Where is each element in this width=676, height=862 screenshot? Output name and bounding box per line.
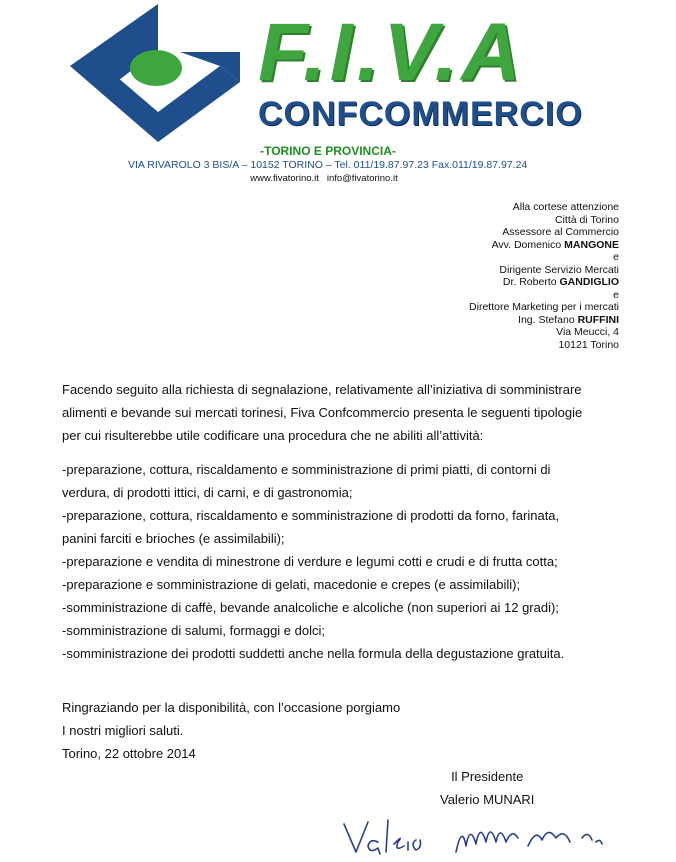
list-item: -preparazione, cottura, riscaldamento e somministrazione di prodotti da forno, farinata, [62,508,560,523]
list-item: -somministrazione dei prodotti suddetti anche nella formula della degustazione gratuita. [62,646,565,661]
letter-body [62,378,622,665]
addressee-line: Città di Torino [554,213,619,226]
list-item: -somministrazione di salumi, formaggi e dolci; [62,623,325,638]
addressee-line: Direttore Marketing per i mercati [469,301,619,313]
list-item: panini farciti e brioches (e assimilabili); [62,531,285,546]
body-line: alimenti e bevande sui mercati torinesi, Fiva Confcommercio presenta le seguenti tipologie [62,405,583,420]
closing-line: Ringraziando per la disponibilità, con l’occasione porgiamo [62,700,401,715]
contact-line [0,173,662,184]
list-item: -preparazione e vendita di minestrone di verdure e legumi cotti e crudi e di frutta cotta; [62,554,558,569]
logo-title: F.I.V.A [258,7,525,98]
letter-date: Torino, 22 ottobre 2014 [62,746,196,761]
addressee-line: Ing. Stefano RUFFINI [518,313,619,326]
addressee-line: e [613,288,619,301]
email-link[interactable]: info@fivatorino.it [326,173,398,184]
handwritten-signature [338,812,638,862]
addressee-line: Assessore al Commercio [502,226,619,238]
list-item: -preparazione e somministrazione di gelati, macedonie e crepes (e assimilabili); [62,577,521,592]
body-line: per cui risulterebbe utile codificare una procedura che ne abiliti all’attività: [62,428,484,443]
addressee-line: e [613,251,619,263]
fiva-logo-icon [70,4,240,142]
website-link[interactable]: www.fivatorino.it [250,173,319,184]
closing-line: I nostri migliori saluti. [62,723,184,738]
closing-block [62,696,400,765]
list-item: verdura, di prodotti ittici, di carni, e di gastronomia; [62,485,353,500]
body-line: Facendo seguito alla richiesta di segnalazione, relativamente all’iniziativa di somministrare [62,382,582,397]
addressee-street: Via Meucci, 4 [556,326,619,338]
signatory-role: Il Presidente [451,769,524,784]
list-item: -preparazione, cottura, riscaldamento e somministrazione di primi piatti, di contorni di [62,462,551,477]
signatory-block [440,765,534,811]
addressee-line: Avv. Domenico MANGONE [491,238,619,251]
region-label: -TORINO E PROVINCIA- [260,144,396,158]
list-item: -somministrazione di caffè, bevande analcoliche e alcoliche (non superiori ai 12 gradi); [62,600,559,615]
addressee-line: Alla cortese attenzione [512,201,619,213]
addressee-block [469,201,619,351]
logo-subtitle: CONFCOMMERCIO [258,95,583,133]
signatory-name: Valerio MUNARI [440,792,535,807]
addressee-city: 10121 Torino [558,338,619,351]
addressee-line: Dirigente Servizio Mercati [499,263,619,276]
address-line: VIA RIVAROLO 3 BIS/A – 10152 TORINO – Tel. 011/19.87.97.23 Fax.011/19.87.97.24 [128,159,528,171]
addressee-line: Dr. Roberto GANDIGLIO [502,276,619,288]
